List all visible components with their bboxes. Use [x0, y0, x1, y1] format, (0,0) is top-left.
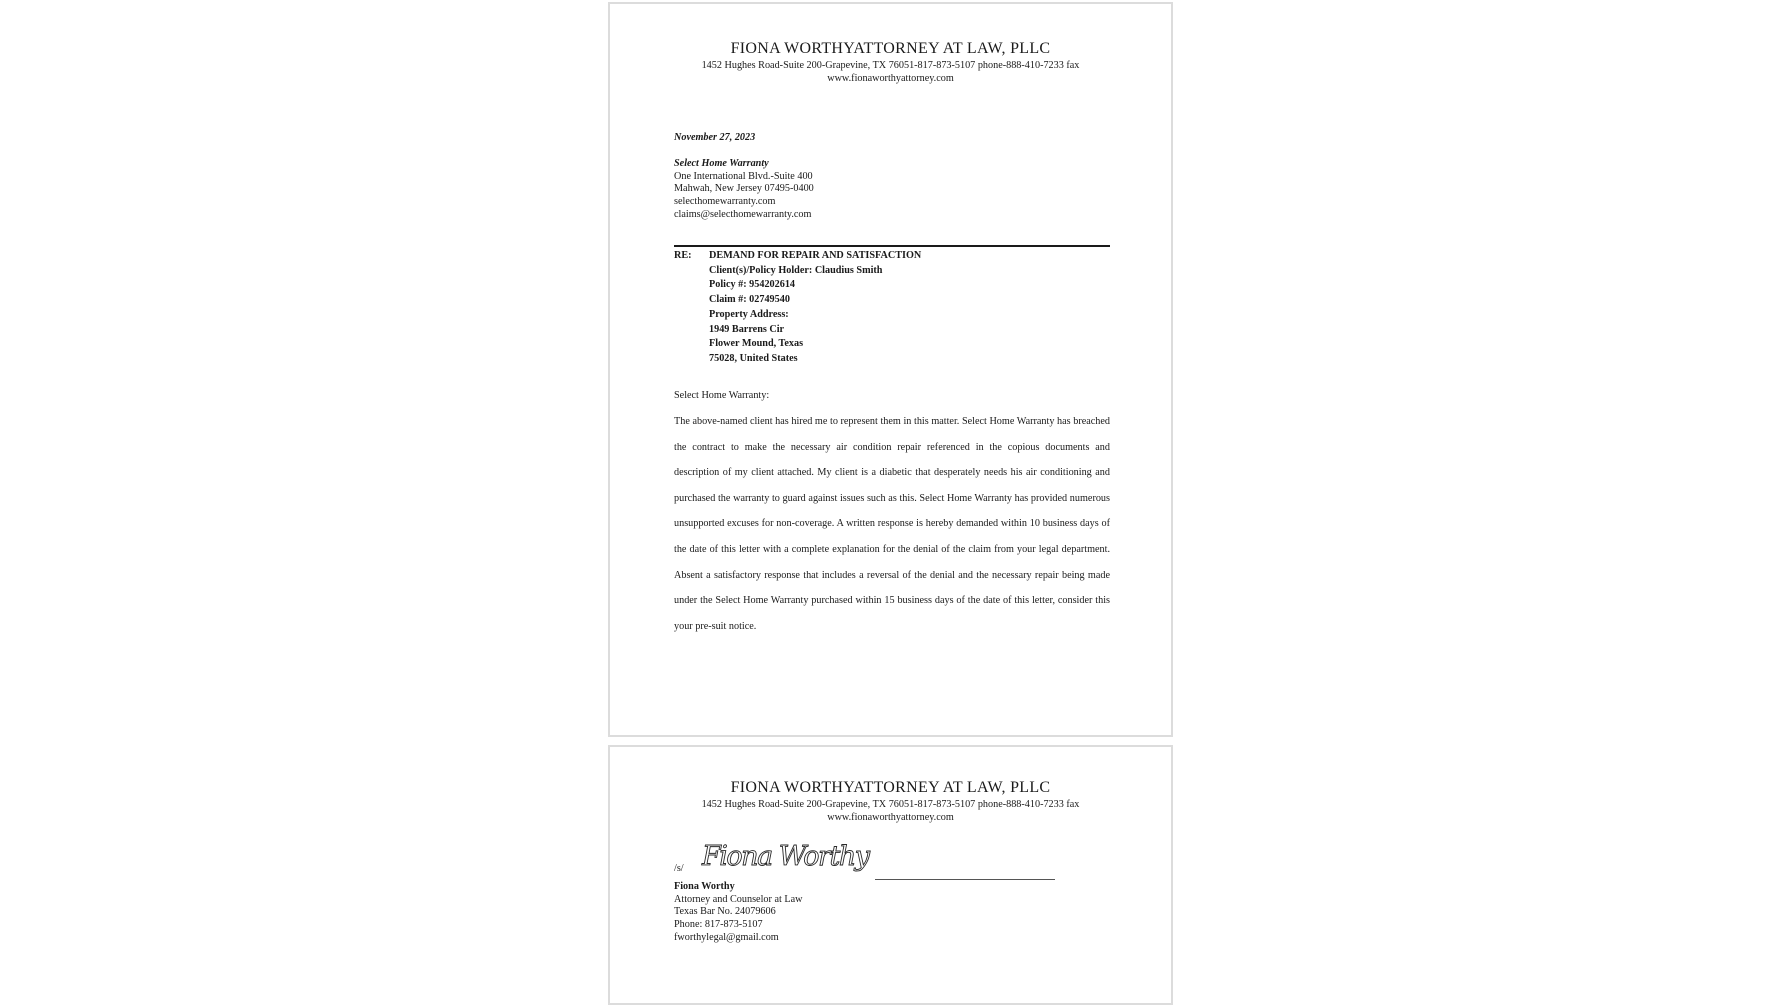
handwritten-signature — [700, 835, 875, 877]
divider-rule — [674, 245, 1110, 247]
firm-address: 1452 Hughes Road-Suite 200-Grapevine, TX 76051-817-873-5107 phone-888-410-7233 fax — [701, 60, 1080, 71]
firm-website: www.fionaworthyattorney.com — [827, 73, 954, 84]
salutation: Select Home Warranty: — [674, 390, 770, 401]
re-block — [709, 249, 921, 367]
signer-block — [674, 881, 802, 945]
re-line: 75028, United States — [709, 352, 798, 364]
re-title: DEMAND FOR REPAIR AND SATISFACTION — [709, 250, 922, 261]
re-line: Client(s)/Policy Holder: Claudius Smith — [709, 264, 883, 276]
letter-date: November 27, 2023 — [674, 132, 756, 143]
recipient-line: claims@selecthomewarranty.com — [674, 208, 812, 220]
signer-name: Fiona Worthy — [674, 881, 735, 892]
recipient-line: One International Blvd.-Suite 400 — [674, 170, 813, 182]
signer-line: fworthylegal@gmail.com — [674, 931, 779, 943]
re-line: Property Address: — [709, 308, 789, 320]
re-line: Policy #: 954202614 — [709, 279, 796, 291]
firm-address: 1452 Hughes Road-Suite 200-Grapevine, TX 76051-817-873-5107 phone-888-410-7233 fax — [701, 799, 1080, 810]
signature-line — [875, 879, 1055, 880]
letter-page-2 — [608, 745, 1173, 1005]
signature-prefix: /s/ — [674, 863, 684, 874]
recipient-line: selecthomewarranty.com — [674, 196, 776, 208]
re-label: RE: — [674, 250, 692, 261]
firm-website: www.fionaworthyattorney.com — [827, 812, 954, 823]
recipient-line: Mahwah, New Jersey 07495-0400 — [674, 183, 814, 195]
letter-body: The above-named client has hired me to represent them in this matter. Select Home Warranty has breached the contract to make the necessary air condition repair referenced in the copious documents and description of my client attached. My client is a diabetic that desperately needs his air conditioning and purchased the warranty to guard against issues such as this. Select Home Warranty has provided numerous unsupported excuses for non-coverage. A written response is hereby demanded within 10 business days of the date of this letter with a complete explanation for the denial of the claim from your legal department. Absent a satisfactory response that includes a reversal of the denial and the necessary repair being made under the Select Home Warranty purchased within 15 business days of the date of this letter, consider this your pre-suit notice. — [674, 416, 1110, 632]
re-line: Claim #: 02749540 — [709, 294, 790, 306]
signer-line: Attorney and Counselor at Law — [674, 893, 803, 905]
signer-line: Phone: 817-873-5107 — [674, 919, 763, 931]
recipient-name: Select Home Warranty — [674, 158, 769, 169]
re-line: Flower Mound, Texas — [709, 338, 804, 350]
recipient-block — [674, 158, 814, 222]
firm-name: FIONA WORTHYATTORNEY AT LAW, PLLC — [730, 779, 1051, 796]
letter-page-1 — [608, 2, 1173, 737]
signature-text: Fiona Worthy — [702, 841, 870, 872]
signer-line: Texas Bar No. 24079606 — [674, 906, 776, 918]
re-line: 1949 Barrens Cir — [709, 323, 785, 335]
firm-name: FIONA WORTHYATTORNEY AT LAW, PLLC — [730, 40, 1051, 57]
